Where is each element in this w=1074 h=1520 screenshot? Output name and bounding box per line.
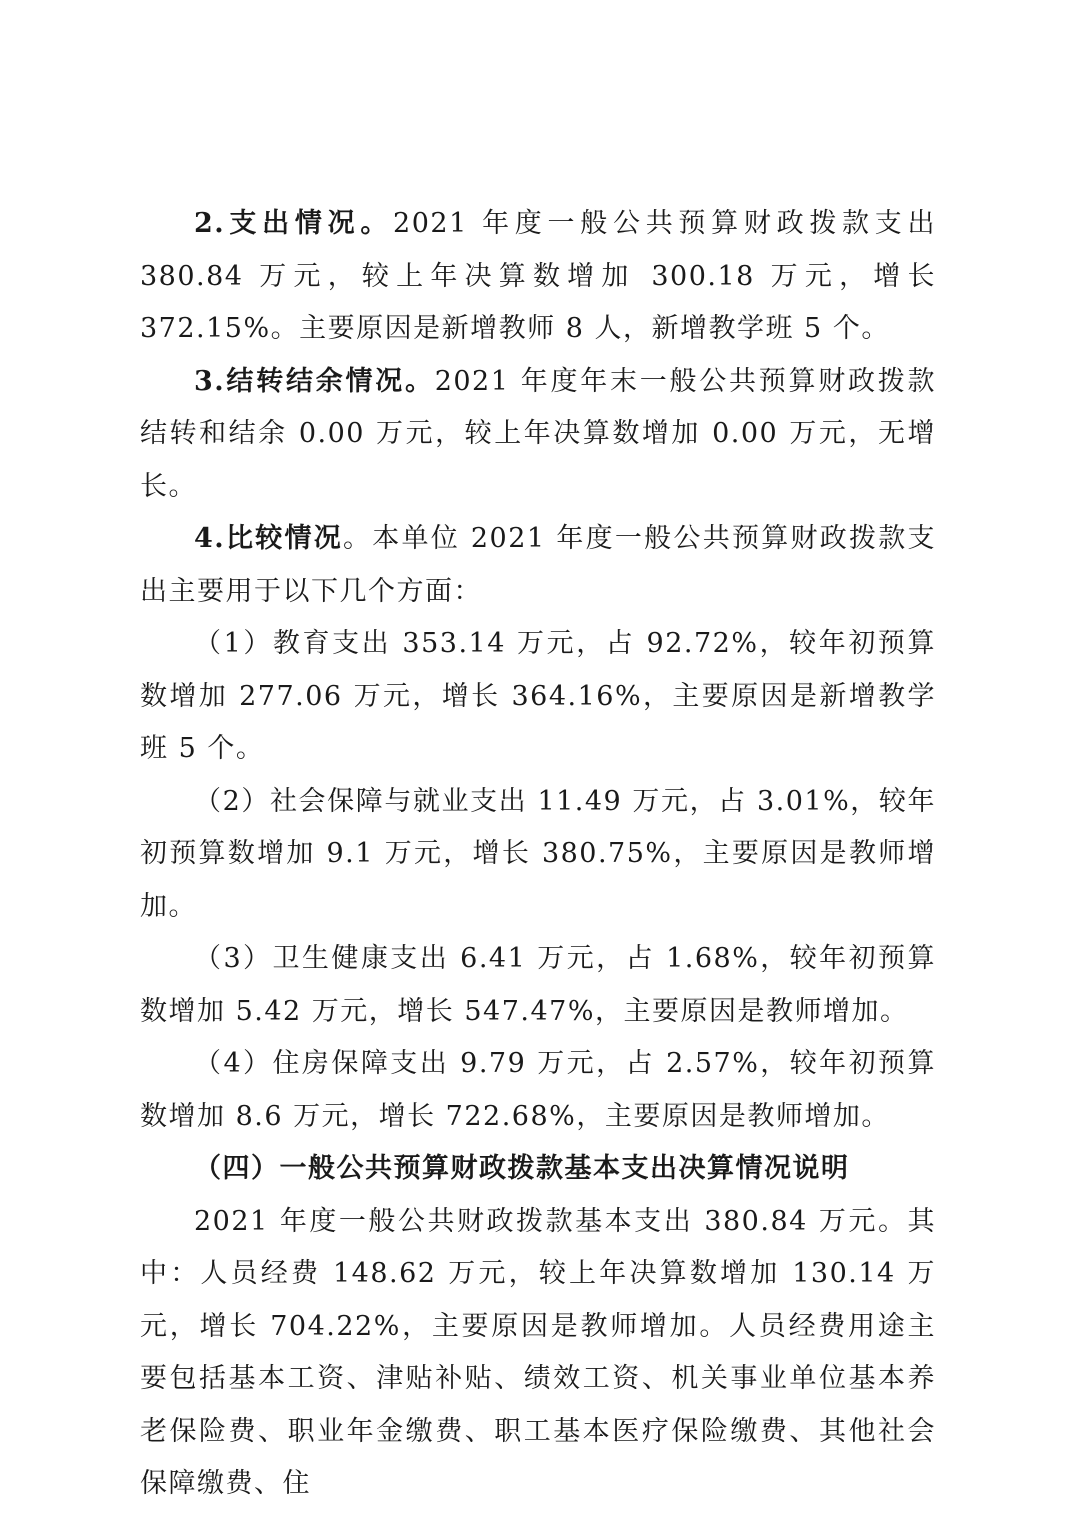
heading-carryover: 3.结转结余情况。	[194, 365, 435, 397]
paragraph-item-health: （3）卫生健康支出 6.41 万元，占 1.68%，较年初预算数增加 5.42 万元，增长 547.47%，主要原因是教师增加。	[140, 943, 936, 1027]
section-four-heading: （四）一般公共预算财政拨款基本支出决算情况说明	[194, 1153, 850, 1184]
paragraph-expenditure	[140, 198, 936, 356]
document-body	[140, 198, 936, 1511]
heading-comparison: 4.比较情况	[194, 523, 343, 554]
heading-expenditure: 2.支出情况。	[194, 208, 394, 239]
paragraph-carryover	[140, 356, 936, 514]
text-expenditure: 2021 年度一般公共预算财政拨款支出 380.84 万元，较上年决算数增加 300.18 万元，增长 372.15%。主要原因是新增教师 8 人，新增教学班 5 个。	[140, 208, 937, 344]
paragraph-item-housing: （4）住房保障支出 9.79 万元，占 2.57%，较年初预算数增加 8.6 万元，增长 722.68%，主要原因是教师增加。	[140, 1048, 936, 1132]
paragraph-comparison	[140, 513, 936, 618]
paragraph-basic-expenditure: 2021 年度一般公共财政拨款基本支出 380.84 万元。其中：人员经费 148.62 万元，较上年决算数增加 130.14 万元，增长 704.22%，主要原因是教师增加。人员经费用途主要包括基本工资、津贴补贴、绩效工资、机关事业单位基本养老保险费、职业年金缴费、职工基本医疗保险缴费、其他社会保障缴费、住	[140, 1205, 936, 1499]
text-comparison: 。本单位 2021 年度一般公共预算财政拨款支出主要用于以下几个方面：	[140, 523, 936, 607]
paragraph-item-education: （1）教育支出 353.14 万元，占 92.72%，较年初预算数增加 277.06 万元，增长 364.16%，主要原因是新增教学班 5 个。	[140, 628, 936, 764]
paragraph-item-social-security: （2）社会保障与就业支出 11.49 万元，占 3.01%，较年初预算数增加 9.1 万元，增长 380.75%，主要原因是教师增加。	[140, 785, 936, 922]
text-carryover: 2021 年度年末一般公共预算财政拨款结转和结余 0.00 万元，较上年决算数增加 0.00 万元，无增长。	[140, 365, 937, 502]
